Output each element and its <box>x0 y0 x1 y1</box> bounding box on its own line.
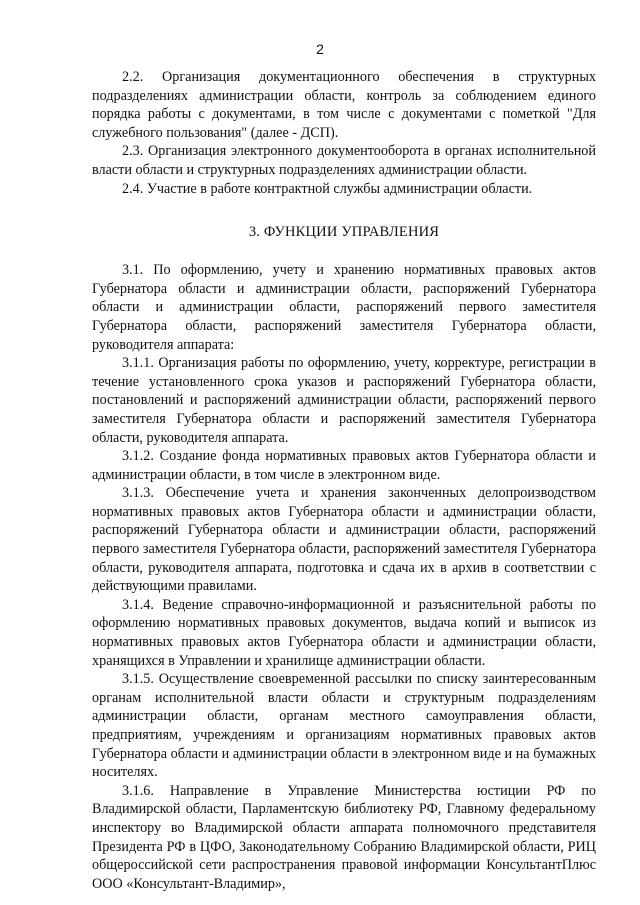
paragraph-3-1: 3.1. По оформлению, учету и хранению нормативных правовых актов Губернатора области и администрации области, распоряжений Губернатора области и администрации области, распоряжений первого заместителя Губернатора области, распоряжений заместителя Губернатора области, руководителя аппарата: <box>92 262 596 353</box>
document-body <box>92 68 596 893</box>
paragraph-3-1-6: 3.1.6. Направление в Управление Министерства юстиции РФ по Владимирской области, Парламентскую библиотеку РФ, Главному федеральному инспектору во Владимирской области аппарата полномочного представителя Президента РФ в ЦФО, Законодательному Собранию Владимирской области, РИЦ общероссийской сети распространения правовой информации КонсультантПлюс ООО «Консультант-Владимир», <box>92 782 596 892</box>
section-title: 3. ФУНКЦИИ УПРАВЛЕНИЯ <box>248 224 440 241</box>
paragraph-2-3: 2.3. Организация электронного документооборота в органах исполнительной власти области и структурных подразделениях администрации области. <box>92 143 596 178</box>
paragraph-3-1-1: 3.1.1. Организация работы по оформлению, учету, корректуре, регистрации в течение установленного срока указов и распоряжений Губернатора области, постановлений и распоряжений администрации области, распоряжений первого заместителя Губернатора области и распоряжений заместителя Губернатора области, руководителя аппарата. <box>92 355 596 446</box>
paragraph-2-2: 2.2. Организация документационного обеспечения в структурных подразделениях администрации области, контроль за соблюдением единого порядка работы с документами, в том числе с документами с пометкой "Для служебного пользования" (далее - ДСП). <box>92 69 596 141</box>
paragraph-3-1-2: 3.1.2. Создание фонда нормативных правовых актов Губернатора области и администрации области, в том числе в электронном виде. <box>92 448 596 483</box>
paragraph-3-1-5: 3.1.5. Осуществление своевременной рассылки по списку заинтересованным органам исполнительной власти области и структурным подразделениям администрации области, органам местного самоуправления области, предприятиям, учреждениям и организациям нормативных правовых актов Губернатора области и администрации области в электронном виде и на бумажных носителях. <box>92 671 596 781</box>
paragraph-3-1-3: 3.1.3. Обеспечение учета и хранения законченных делопроизводством нормативных правовых актов Губернатора области и администрации области, распоряжений Губернатора области и администрации области, распоряжений первого заместителя Губернатора области, распоряжений заместителя Губернатора области, руководителя аппарата, подготовка и сдача их в архив в соответствии с действующими правилами. <box>92 485 596 595</box>
paragraph-2-4: 2.4. Участие в работе контрактной службы администрации области. <box>122 180 533 197</box>
paragraph-3-1-4: 3.1.4. Ведение справочно-информационной и разъяснительной работы по оформлению нормативных правовых документов, выдача копий и выписок из нормативных правовых актов Губернатора области и администрации области, хранящихся в Управлении и хранилище администрации области. <box>92 596 596 669</box>
page-number: 2 <box>316 41 324 57</box>
